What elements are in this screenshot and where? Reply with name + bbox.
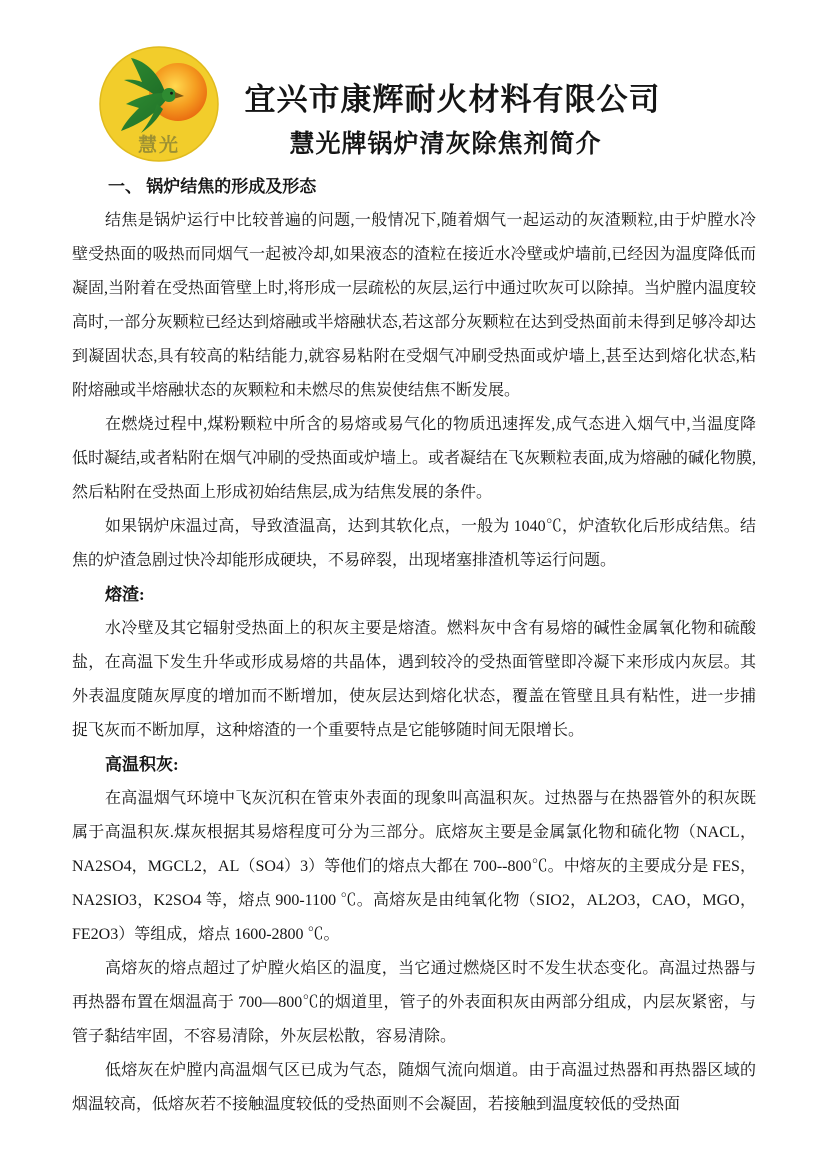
subheading-high-temp-ash: 高温积灰: [105, 755, 179, 774]
high-temp-ash-paragraph-3: 低熔灰在炉膛内高温烟气区已成为气态，随烟气流向烟道。由于高温过热器和再热器区域的烟温较高，低熔灰若不接触温度较低的受热面则不会凝固，若接触到温度较低的受热面 [72, 1062, 756, 1113]
intro-paragraph-3: 如果锅炉床温过高，导致渣温高，达到其软化点，一般为 1040℃，炉渣软化后形成结焦。结焦的炉渣急剧过快冷却能形成硬块，不易碎裂，出现堵塞排渣机等运行问题。 [72, 518, 756, 569]
subheading-molten-slag: 熔渣: [105, 585, 145, 604]
high-temp-ash-paragraph-2: 高熔灰的熔点超过了炉膛火焰区的温度，当它通过燃烧区时不发生状态变化。高温过热器与再热器布置在烟温高于 700—800℃的烟道里，管子的外表面积灰由两部分组成，内层灰紧密，与管子黏结牢固，不容易清除，外灰层松散，容易清除。 [72, 960, 756, 1045]
logo-brand-text: 慧光 [137, 135, 181, 156]
molten-slag-paragraph: 水冷壁及其它辐射受热面上的积灰主要是熔渣。燃料灰中含有易熔的碱性金属氧化物和硫酸盐，在高温下发生升华或形成易熔的共晶体，遇到较冷的受热面管壁即冷凝下来形成内灰层。其外表温度随灰厚度的增加而不断增加，使灰层达到熔化状态，覆盖在管壁且具有粘性，进一步捕捉飞灰而不断加厚，这种熔渣的一个重要特点是它能够随时间无限增长。 [72, 620, 756, 739]
high-temp-ash-paragraph-1: 在高温烟气环境中飞灰沉积在管束外表面的现象叫高温积灰。过热器与在热器管外的积灰既属于高温积灰.煤灰根据其易熔程度可分为三部分。底熔灰主要是金属氯化物和硫化物（NACL，NA2SO4，MGCL2，AL（SO4）3）等他们的熔点大都在 700--800℃。中熔灰的主要成分是 FES，NA2SIO3，K2SO4 等，熔点 900-1100 ℃。高熔灰是由纯氧化物（SIO2，AL2O3，CAO，MGO，FE2O3）等组成，熔点 1600-2800 ℃。 [72, 790, 756, 943]
intro-paragraph-2: 在燃烧过程中,煤粉颗粒中所含的易熔或易气化的物质迅速挥发,成气态进入烟气中,当温度降低时凝结,或者粘附在烟气冲刷的受热面或炉墙上。或者凝结在飞灰颗粒表面,成为熔融的碱化物膜,然后粘附在受热面上形成初始结焦层,成为结焦发展的条件。 [72, 416, 757, 501]
document-body [72, 170, 756, 1122]
document-title: 慧光牌锅炉清灰除焦剂简介 [289, 131, 602, 158]
company-name-title: 宜兴市康辉耐火材料有限公司 [244, 82, 661, 117]
intro-paragraph-1: 结焦是锅炉运行中比较普遍的问题,一般情况下,随着烟气一起运动的灰渣颗粒,由于炉膛水冷壁受热面的吸热而同烟气一起被冷却,如果液态的渣粒在接近水冷壁或炉墙前,已经因为温度降低而凝固,当附着在受热面管壁上时,将形成一层疏松的灰层,运行中通过吹灰可以除掉。当炉膛内温度较高时,一部分灰颗粒已经达到熔融或半熔融状态,若这部分灰颗粒在达到受热面前未得到足够冷却达到凝固状态,具有较高的粘结能力,就容易粘附在受烟气冲刷受热面或炉墙上,甚至达到熔化状态,粘附熔融或半熔融状态的灰颗粒和未燃尽的焦炭使结焦不断发展。 [72, 212, 757, 399]
section-heading: 一、 锅炉结焦的形成及形态 [108, 177, 317, 196]
